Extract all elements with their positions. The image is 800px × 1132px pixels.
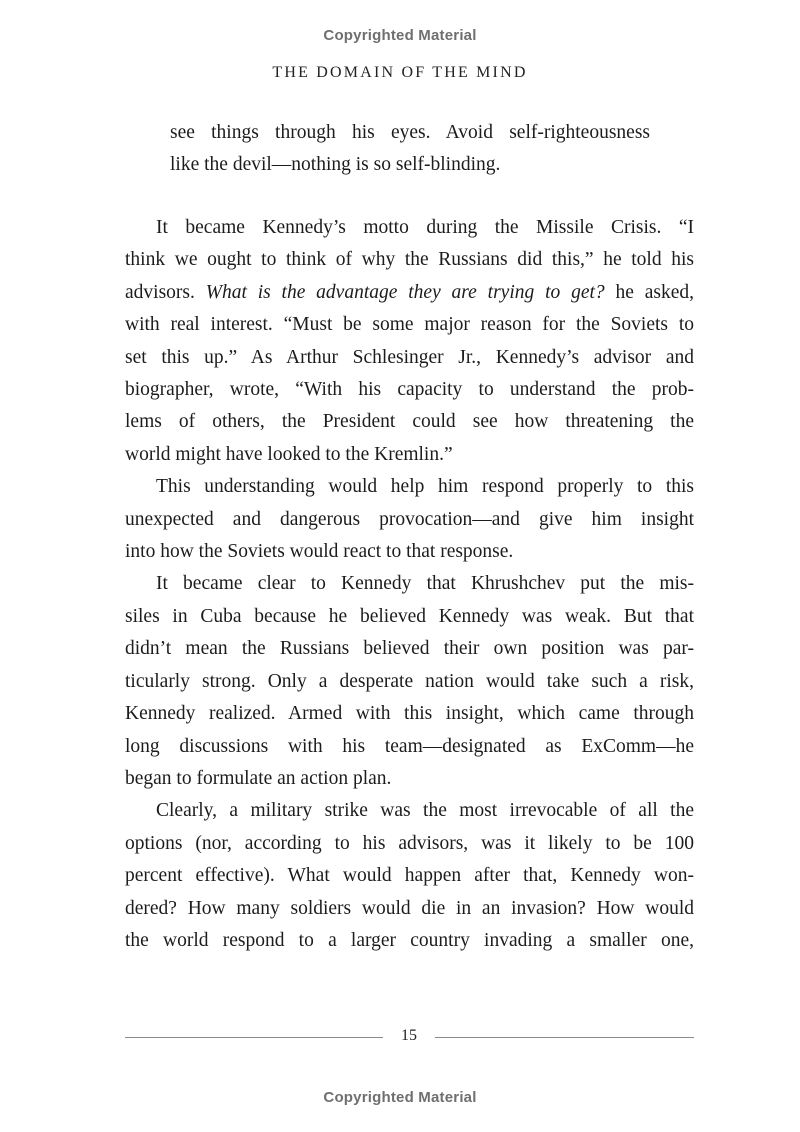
copyright-watermark-top: Copyrighted Material bbox=[323, 27, 477, 44]
paragraph-line: long discussions with his team—designated as ExComm—he bbox=[125, 735, 694, 757]
paragraph-line: with real interest. “Must be some major reason for the Soviets to bbox=[125, 314, 694, 336]
paragraph-line: unexpected and dangerous provocation—and give him insight bbox=[125, 508, 694, 530]
paragraph-line: began to formulate an action plan. bbox=[125, 767, 392, 789]
paragraph-line: percent effective). What would happen after that, Kennedy won- bbox=[125, 865, 694, 887]
paragraph-line: world might have looked to the Kremlin.” bbox=[125, 443, 453, 465]
paragraph-line: set this up.” As Arthur Schlesinger Jr., Kennedy’s advisor and bbox=[125, 346, 694, 368]
body-text bbox=[125, 212, 694, 957]
paragraph-line: options (nor, according to his advisors, was it likely to be 100 bbox=[125, 832, 694, 854]
paragraph-line bbox=[125, 277, 694, 309]
copyright-watermark-bottom: Copyrighted Material bbox=[323, 1089, 477, 1106]
footer-rule-left bbox=[125, 1037, 383, 1038]
paragraph-line: It became clear to Kennedy that Khrushchev put the mis- bbox=[156, 573, 694, 595]
quote-line: see things through his eyes. Avoid self-righteousness bbox=[170, 122, 650, 143]
paragraph-line: biographer, wrote, “With his capacity to understand the prob- bbox=[125, 379, 694, 401]
footer-rule-right bbox=[435, 1037, 694, 1038]
text-run: advisors. bbox=[125, 281, 206, 303]
paragraph-line: Clearly, a military strike was the most irrevocable of all the bbox=[156, 800, 694, 822]
italic-question: What is the advantage they are trying to get? bbox=[205, 281, 605, 303]
paragraph-line: the world respond to a larger country invading a smaller one, bbox=[125, 929, 694, 951]
paragraph-line: Kennedy realized. Armed with this insight, which came through bbox=[125, 703, 694, 725]
page-number: 15 bbox=[401, 1027, 417, 1044]
paragraph-line: into how the Soviets would react to that response. bbox=[125, 541, 514, 563]
paragraph-line: siles in Cuba because he believed Kennedy was weak. But that bbox=[125, 605, 694, 627]
block-quote bbox=[170, 117, 650, 182]
paragraph-line: think we ought to think of why the Russians did this,” he told his bbox=[125, 249, 694, 271]
text-run: he asked, bbox=[604, 281, 694, 303]
running-head: THE DOMAIN OF THE MIND bbox=[272, 64, 528, 81]
quote-line: like the devil—nothing is so self-blinding. bbox=[170, 154, 501, 176]
paragraph-line: ticularly strong. Only a desperate nation would take such a risk, bbox=[125, 670, 694, 692]
paragraph-line: It became Kennedy’s motto during the Missile Crisis. “I bbox=[156, 217, 694, 238]
paragraph-line: lems of others, the President could see how threatening the bbox=[125, 411, 694, 433]
paragraph-line: dered? How many soldiers would die in an invasion? How would bbox=[125, 897, 694, 919]
paragraph-line: This understanding would help him respond properly to this bbox=[156, 476, 694, 498]
paragraph-line: didn’t mean the Russians believed their own position was par- bbox=[125, 638, 694, 660]
